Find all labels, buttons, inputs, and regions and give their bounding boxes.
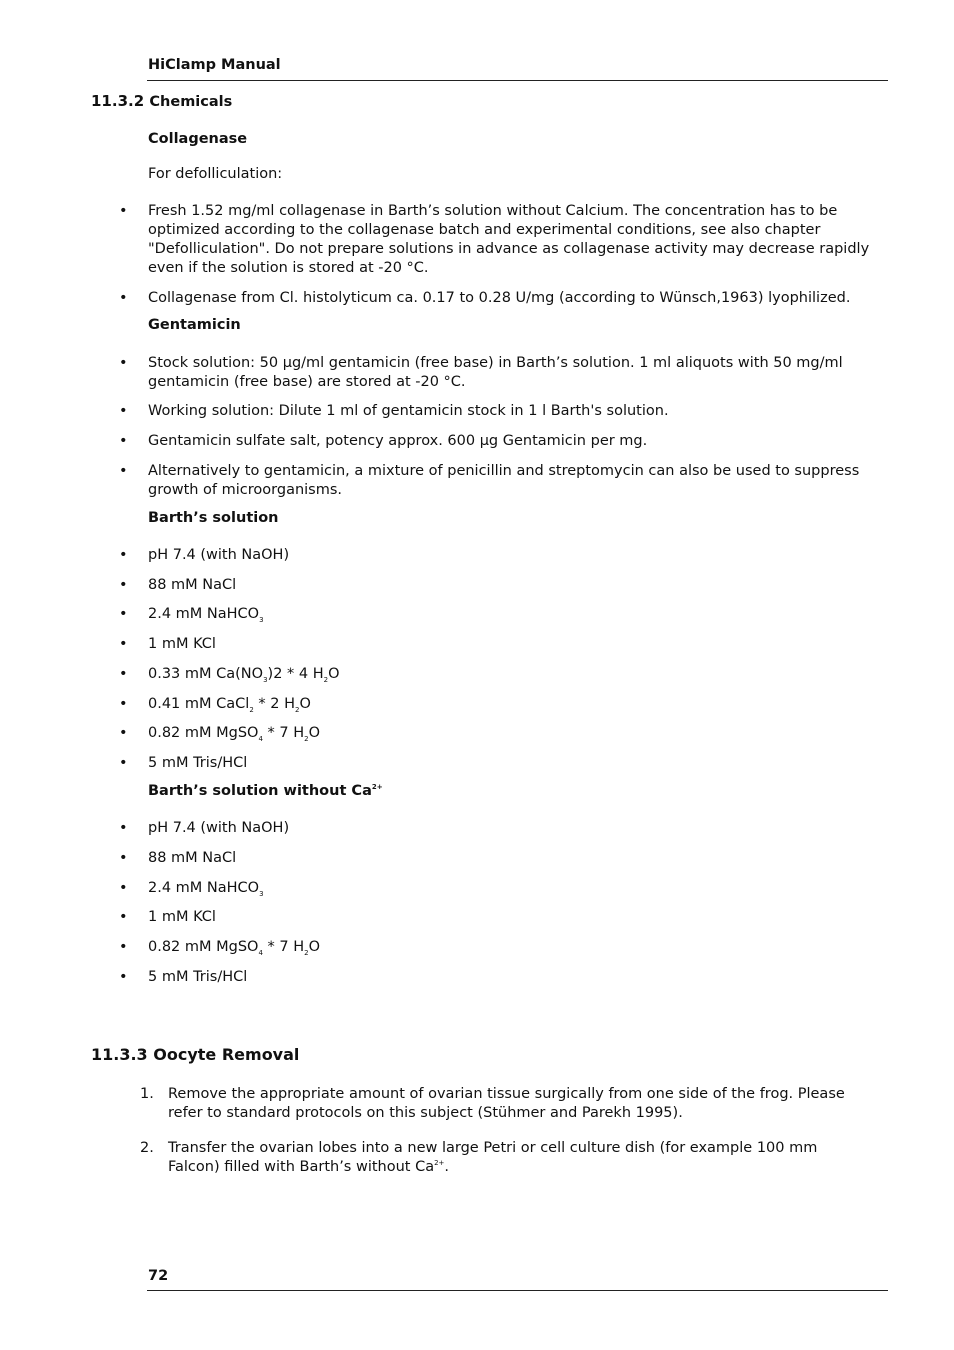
list-item: • 2.4 mM NaHCO$_3$: [148, 879, 888, 898]
list-item: • 88 mM NaCl: [148, 576, 888, 595]
list-item: • 1 mM KCl: [148, 908, 888, 927]
section-number: 11.3.3: [91, 1045, 148, 1064]
list-item: • 0.33 mM $Ca(NO_3)2 * 4$ $H_2O$: [148, 665, 888, 684]
list-item: • 88 mM NaCl: [148, 849, 888, 868]
list-item: • Gentamicin sulfate salt, potency approx. 600 µg Gentamicin per mg.: [148, 432, 888, 451]
page-number: 72: [148, 1268, 169, 1284]
list-item: • 0.82 mM MgSO$_4$ * 7 $H_2O$: [148, 724, 888, 743]
list-item: • pH 7.4 (with NaOH): [148, 546, 888, 565]
numbered-step: [140, 1139, 868, 1177]
gentamicin-heading: Gentamicin: [148, 317, 241, 333]
section-title: Oocyte Removal: [153, 1045, 300, 1064]
section-heading-oocyte-removal: [91, 1045, 299, 1064]
list-item: • 0.41 mM CaCl$_2$ * 2 $H_2O$: [148, 695, 888, 714]
step-text: Transfer the ovarian lobes into a new large Petri or cell culture dish (for example 100 mm Falcon) filled with Barth’s without $Ca^{2+}$.: [168, 1140, 818, 1175]
list-item: • Working solution: Dilute 1 ml of gentamicin stock in 1 l Barth's solution.: [148, 402, 888, 421]
list-item: • 1 mM KCl: [148, 635, 888, 654]
list-item: • Stock solution: 50 µg/ml gentamicin (free base) in Barth’s solution. 1 ml aliquots with 50 mg/ml gentamicin (free base) are stored at -20 °C.: [148, 354, 888, 392]
section-title: Chemicals: [149, 94, 233, 110]
step-number: 1.: [140, 1086, 154, 1102]
section-heading-chemicals: [91, 92, 232, 110]
header-rule: [147, 80, 888, 81]
barths-heading: Barth’s solution: [148, 510, 279, 526]
list-item: • 0.82 mM MgSO$_4$ * 7 $H_2O$: [148, 938, 888, 957]
list-item: • Alternatively to gentamicin, a mixture of penicillin and streptomycin can also be used to suppress growth of microorganisms.: [148, 462, 888, 500]
collagenase-heading: Collagenase: [148, 131, 248, 147]
barths-noca-heading: Barth’s solution without $Ca^{2+}$: [148, 783, 383, 799]
running-header: HiClamp Manual: [148, 57, 281, 73]
list-item: • 2.4 mM NaHCO$_3$: [148, 605, 888, 624]
collagenase-intro: For defolliculation:: [148, 166, 283, 182]
list-item: • Fresh 1.52 mg/ml collagenase in Barth’s solution without Calcium. The concentration has to be optimized according to the collagenase batch and experimental conditions, see also chapter "Defolliculation". Do not prepare solutions in advance as collagenase activity may decrease rapidly even if the solution is stored at -20 °C.: [148, 202, 888, 278]
list-item: • pH 7.4 (with NaOH): [148, 819, 888, 838]
step-text: Remove the appropriate amount of ovarian tissue surgically from one side of the frog. Please refer to standard protocols on this subject (Stühmer and Parekh 1995).: [168, 1086, 845, 1121]
step-number: 2.: [140, 1140, 154, 1156]
list-item: • Collagenase from Cl. histolyticum ca. 0.17 to 0.28 U/mg (according to Wünsch,1963) lyophilized.: [148, 289, 888, 308]
section-number: 11.3.2: [91, 92, 145, 110]
list-item: • 5 mM Tris/HCl: [148, 754, 888, 773]
numbered-step: [140, 1085, 868, 1123]
footer-rule: [147, 1290, 888, 1291]
list-item: • 5 mM Tris/HCl: [148, 968, 888, 987]
